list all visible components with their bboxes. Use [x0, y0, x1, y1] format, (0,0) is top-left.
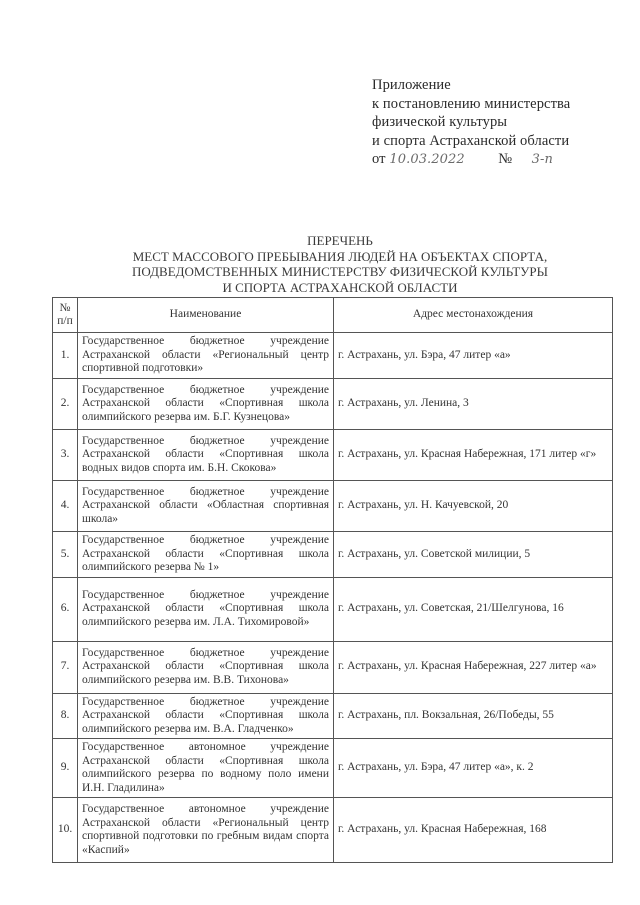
row-address: г. Астрахань, ул. Красная Набережная, 171 литер «г»: [334, 430, 613, 481]
row-address: г. Астрахань, ул. Красная Набережная, 168: [334, 798, 613, 863]
row-address: г. Астрахань, пл. Вокзальная, 26/Победы, 55: [334, 693, 613, 739]
row-name: Государственное бюджетное учреждение Астраханской области «Областная спортивная школа»: [78, 481, 334, 532]
title-line-3: ПОДВЕДОМСТВЕННЫХ МИНИСТЕРСТВУ ФИЗИЧЕСКОЙ КУЛЬТУРЫ: [132, 264, 548, 279]
header-name: Наименование: [78, 298, 334, 333]
row-name: Государственное автономное учреждение Астраханской области «Региональный центр спортивной подготовки по гребным видам спорта «Каспий»: [78, 798, 334, 863]
number-prefix: №: [498, 151, 513, 167]
number-value: 3-п: [531, 152, 553, 167]
table-row: [53, 693, 613, 739]
facilities-table: [52, 297, 613, 863]
row-num: 2.: [53, 379, 78, 430]
appendix-line-1: Приложение: [372, 77, 451, 93]
document-title: [110, 233, 570, 295]
row-address: г. Астрахань, ул. Бэра, 47 литер «а»: [334, 333, 613, 379]
header-num: № п/п: [53, 298, 78, 333]
appendix-date-line: [372, 150, 612, 170]
date-value: 10.03.2022: [389, 152, 465, 167]
table-header-row: [53, 298, 613, 333]
appendix-line-3: физической культуры: [372, 114, 508, 130]
row-num: 3.: [53, 430, 78, 481]
title-line-2: МЕСТ МАССОВОГО ПРЕБЫВАНИЯ ЛЮДЕЙ НА ОБЪЕКТАХ СПОРТА,: [132, 248, 548, 264]
row-num: 10.: [53, 798, 78, 863]
title-line-1: ПЕРЕЧЕНЬ: [307, 233, 373, 248]
row-num: 1.: [53, 333, 78, 379]
row-num: 4.: [53, 481, 78, 532]
row-num: 7.: [53, 641, 78, 693]
row-name: Государственное бюджетное учреждение Астраханской области «Спортивная школа водных видов спорта им. Б.Н. Скокова»: [78, 430, 334, 481]
row-num: 8.: [53, 693, 78, 739]
row-name: Государственное бюджетное учреждение Астраханской области «Региональный центр спортивной подготовки»: [78, 333, 334, 379]
appendix-line-2: к постановлению министерства: [372, 95, 571, 112]
table-row: [53, 798, 613, 863]
header-address: Адрес местонахождения: [334, 298, 613, 333]
table-row: [53, 333, 613, 379]
appendix-line-4: и спорта Астраханской области: [372, 132, 570, 149]
row-name: Государственное бюджетное учреждение Астраханской области «Спортивная школа олимпийского резерва им. В.В. Тихонова»: [78, 641, 334, 693]
row-address: г. Астрахань, ул. Советская, 21/Шелгунова, 16: [334, 577, 613, 641]
table-row: [53, 577, 613, 641]
row-address: г. Астрахань, ул. Ленина, 3: [334, 379, 613, 430]
table-row: [53, 379, 613, 430]
table-row: [53, 739, 613, 798]
row-name: Государственное автономное учреждение Астраханской области «Спортивная школа олимпийского резерва по водному поло имени И.Н. Гладилина»: [78, 739, 334, 798]
row-num: 6.: [53, 577, 78, 641]
title-line-4: И СПОРТА АСТРАХАНСКОЙ ОБЛАСТИ: [222, 279, 458, 295]
row-address: г. Астрахань, ул. Бэра, 47 литер «а», к. 2: [334, 739, 613, 798]
row-name: Государственное бюджетное учреждение Астраханской области «Спортивная школа олимпийского резерва им. В.А. Гладченко»: [78, 693, 334, 739]
row-name: Государственное бюджетное учреждение Астраханской области «Спортивная школа олимпийского резерва им. Л.А. Тихомировой»: [78, 577, 334, 641]
row-num: 9.: [53, 739, 78, 798]
table-row: [53, 481, 613, 532]
date-prefix: от: [372, 151, 386, 167]
table-row: [53, 532, 613, 578]
row-name: Государственное бюджетное учреждение Астраханской области «Спортивная школа олимпийского резерва № 1»: [78, 532, 334, 578]
table-row: [53, 430, 613, 481]
row-address: г. Астрахань, ул. Н. Качуевской, 20: [334, 481, 613, 532]
table-row: [53, 641, 613, 693]
row-address: г. Астрахань, ул. Красная Набережная, 227 литер «а»: [334, 641, 613, 693]
row-num: 5.: [53, 532, 78, 578]
appendix-block: [372, 76, 612, 170]
row-name: Государственное бюджетное учреждение Астраханской области «Спортивная школа олимпийского резерва им. Б.Г. Кузнецова»: [78, 379, 334, 430]
row-address: г. Астрахань, ул. Советской милиции, 5: [334, 532, 613, 578]
